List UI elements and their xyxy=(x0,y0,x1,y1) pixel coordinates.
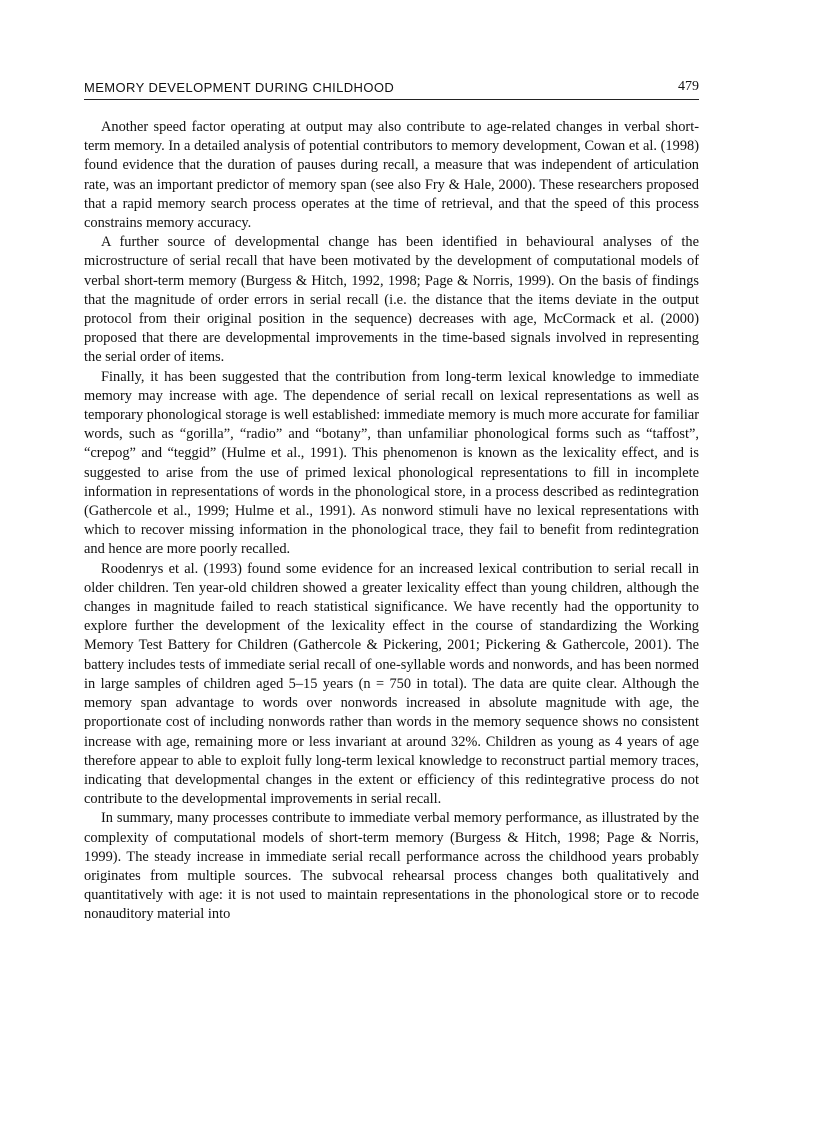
page-header xyxy=(84,77,699,100)
paragraph: A further source of developmental change has been identified in behavioural analyses of the microstructure of serial recall that have been motivated by the development of computational models of verbal short-term memory (Burgess & Hitch, 1992, 1998; Page & Norris, 1999). On the basis of findings that the magnitude of order errors in serial recall (i.e. the distance that the items deviate in the output protocol from their original position in the sequence) decreases with age, McCormack et al. (2000) proposed that there are developmental improvements in the time-based signals involved in representing the serial order of items. xyxy=(84,234,699,366)
paragraph: In summary, many processes contribute to immediate verbal memory performance, as illustrated by the complexity of computational models of short-term memory (Burgess & Hitch, 1998; Page & Norris, 1999). The steady increase in immediate serial recall performance across the childhood years probably originates from multiple sources. The subvocal rehearsal process changes both qualitatively and quantitatively with age: it is not used to maintain representations in the phonological store or to recode nonauditory material into xyxy=(84,810,699,923)
body-text xyxy=(84,118,699,925)
paragraph: Finally, it has been suggested that the contribution from long-term lexical knowledge to immediate memory may increase with age. The dependence of serial recall on lexical representations as well as temporary phonological storage is well established: immediate memory is much more accurate for familiar words, such as “gorilla”, “radio” and “botany”, than unfamiliar phonological forms such as “taffost”, “crepog” and “teggid” (Hulme et al., 1991). This phenomenon is known as the lexicality effect, and is suggested to arise from the use of primed lexical phonological representations to fill in incomplete information in representations of words in the phonological store, in a process described as redintegration (Gathercole et al., 1999; Hulme et al., 1991). As nonword stimuli have no lexical representations with which to recover missing information in the phonological trace, they fail to benefit from redintegration and hence are more poorly recalled. xyxy=(84,368,699,558)
paragraph: Another speed factor operating at output may also contribute to age-related changes in verbal short-term memory. In a detailed analysis of potential contributors to memory development, Cowan et al. (1998) found evidence that the duration of pauses during recall, a measure that was independent of articulation rate, was an important predictor of memory span (see also Fry & Hale, 2000). These researchers proposed that a rapid memory search process operates at the time of retrieval, and that the speed of this process constrains memory accuracy. xyxy=(84,119,699,232)
running-head: MEMORY DEVELOPMENT DURING CHILDHOOD xyxy=(84,80,395,95)
paragraph: Roodenrys et al. (1993) found some evidence for an increased lexical contribution to serial recall in older children. Ten year-old children showed a greater lexicality effect than young children, although the changes in magnitude failed to reach statistical significance. We have recently had the opportunity to explore further the development of the lexicality effect in the course of standardizing the Working Memory Test Battery for Children (Gathercole & Pickering, 2001; Pickering & Gathercole, 2001). The battery includes tests of immediate serial recall of one-syllable words and nonwords, and has been normed in large samples of children aged 5–15 years (n = 750 in total). The data are quite clear. Although the memory span advantage to words over nonwords increased in absolute magnitude with age, the proportionate cost of including nonwords rather than words in the memory sequence shows no consistent increase with age, remaining more or less invariant at around 32%. Children as young as 4 years of age therefore appear to able to exploit fully long-term lexical knowledge to reconstruct partial memory traces, indicating that developmental changes in the extent or efficiency of this redintegrative process do not contribute to the developmental improvements in serial recall. xyxy=(84,560,699,808)
page-number: 479 xyxy=(678,79,699,94)
